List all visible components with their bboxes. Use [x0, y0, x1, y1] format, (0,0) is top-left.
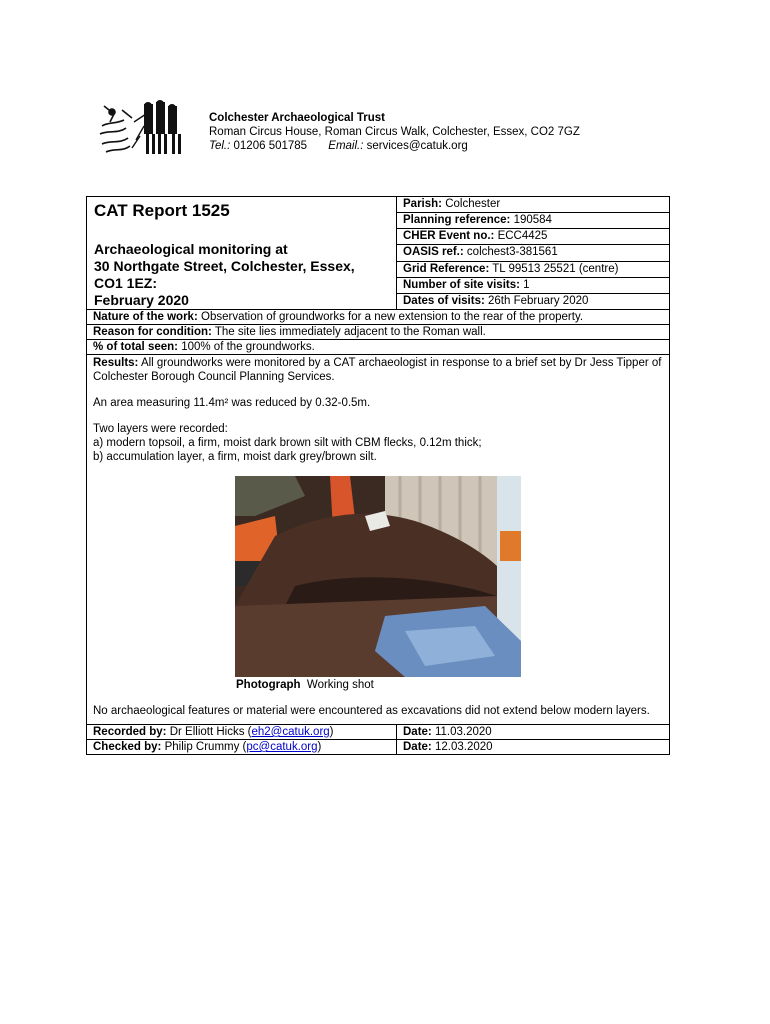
visits-value: 1: [523, 278, 530, 291]
org-contact: [209, 139, 580, 153]
results-paragraph: No archaeological features or material were encountered as excavations did not extend below modern layers.: [93, 705, 650, 717]
dates-row: [397, 293, 670, 309]
results-paragraph: [93, 422, 663, 464]
checked-by-cell: Checked by: Philip Crummy (pc@catuk.org): [87, 740, 397, 755]
tel-label: Tel.:: [209, 140, 231, 152]
dates-value: 26th February 2020: [488, 294, 589, 307]
subtitle-line: Archaeological monitoring at: [94, 241, 288, 257]
field-label: Reason for condition:: [93, 326, 212, 338]
seen-row: [87, 340, 670, 355]
subtitle-line: February 2020: [94, 292, 189, 308]
caption-label: Photograph: [236, 679, 301, 691]
letterhead: [96, 100, 696, 160]
organisation-details: [209, 111, 580, 153]
checker-email-link[interactable]: pc@catuk.org: [246, 741, 318, 753]
layer-b: b) accumulation layer, a firm, moist dark grey/brown silt.: [93, 451, 377, 463]
results-paragraph: [93, 356, 663, 384]
field-label: Parish:: [403, 198, 442, 210]
field-label: Checked by:: [93, 741, 162, 753]
planning-value: 190584: [513, 214, 552, 227]
subtitle-line: 30 Northgate Street, Colchester, Essex,: [94, 258, 355, 274]
checked-date: 12.03.2020: [434, 741, 493, 753]
photograph-figure: [235, 476, 521, 692]
grid-value: TL 99513 25521 (centre): [492, 262, 619, 275]
results-text: All groundworks were monitored by a CAT archaeologist in response to a brief set by Dr Jess Tipper of Colchester Borough Council Planning Services.: [93, 357, 662, 383]
results-paragraph: An area measuring 11.4m² was reduced by 0.32-0.5m.: [93, 397, 371, 409]
planning-row: [397, 213, 670, 229]
recorded-date-cell: [397, 725, 670, 740]
recorder-name: Dr Elliott Hicks: [169, 726, 245, 738]
field-label: % of total seen:: [93, 341, 178, 353]
checker-name: Philip Crummy: [164, 741, 240, 753]
parish-row: [397, 197, 670, 213]
working-shot-photo: [235, 476, 521, 677]
report-subtitle: [94, 241, 390, 309]
report-title-cell: [87, 197, 397, 310]
field-label: Planning reference:: [403, 214, 511, 227]
subtitle-line: CO1 1EZ:: [94, 275, 158, 291]
grid-row: [397, 261, 670, 277]
parish-value: Colchester: [445, 198, 501, 210]
cher-row: [397, 229, 670, 245]
report-table: [86, 196, 670, 755]
org-name: Colchester Archaeological Trust: [209, 112, 385, 124]
field-label: Dates of visits:: [403, 294, 485, 307]
recorded-date: 11.03.2020: [434, 726, 492, 738]
field-label: Nature of the work:: [93, 311, 198, 323]
oasis-value: colchest3-381561: [466, 246, 558, 259]
photo-caption: [236, 678, 521, 692]
email-label: Email.:: [328, 140, 364, 152]
recorder-email-link[interactable]: eh2@catuk.org: [251, 726, 330, 738]
checked-date-cell: [397, 740, 670, 755]
recorded-by-cell: Recorded by: Dr Elliott Hicks (eh2@catuk.org): [87, 725, 397, 740]
org-address: Roman Circus House, Roman Circus Walk, Colchester, Essex, CO2 7GZ: [209, 126, 580, 138]
visits-row: [397, 277, 670, 293]
seen-value: 100% of the groundworks.: [181, 341, 315, 353]
reason-value: The site lies immediately adjacent to the Roman wall.: [214, 326, 486, 338]
field-label: Date:: [403, 726, 432, 738]
caption-text: Working shot: [306, 679, 374, 691]
field-label: Recorded by:: [93, 726, 167, 738]
layer-a: a) modern topsoil, a firm, moist dark brown silt with CBM flecks, 0.12m thick;: [93, 437, 482, 449]
reason-row: [87, 325, 670, 340]
layers-intro: Two layers were recorded:: [93, 423, 228, 435]
tel-number: 01206 501785: [233, 140, 308, 152]
oasis-row: [397, 245, 670, 261]
field-label: Results:: [93, 357, 139, 369]
field-label: OASIS ref.:: [403, 246, 464, 259]
nature-row: [87, 310, 670, 325]
report-title: CAT Report 1525: [94, 201, 230, 220]
cher-value: ECC4425: [497, 230, 548, 243]
field-label: Number of site visits:: [403, 278, 520, 291]
field-label: Date:: [403, 741, 432, 753]
results-cell: [87, 355, 670, 725]
org-email: services@catuk.org: [366, 140, 468, 152]
trust-logo-icon: [96, 100, 188, 158]
field-label: Grid Reference:: [403, 262, 490, 275]
nature-value: Observation of groundworks for a new extension to the rear of the property.: [201, 311, 584, 323]
field-label: CHER Event no.:: [403, 230, 495, 243]
